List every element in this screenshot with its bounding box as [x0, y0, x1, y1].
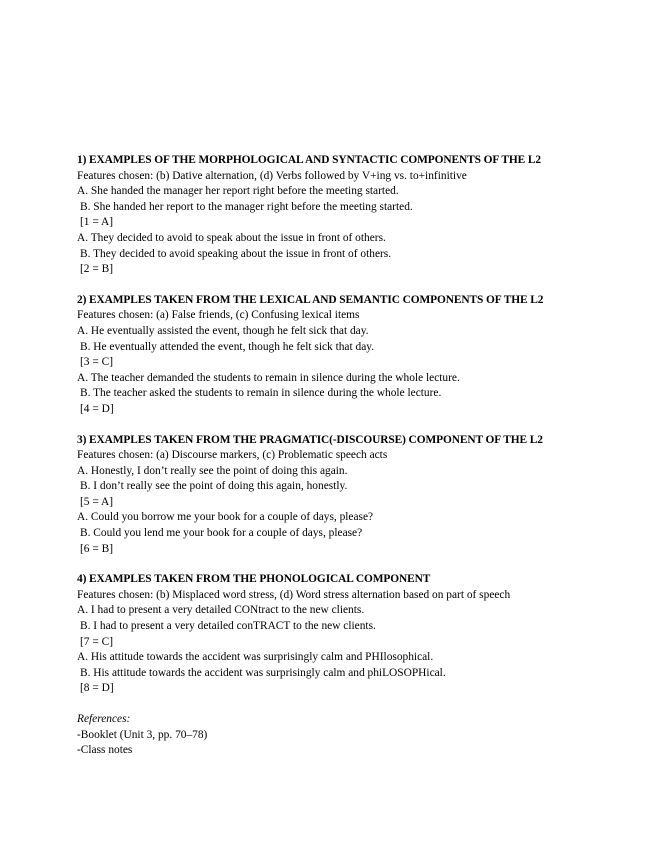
answer-key: [4 = D] [80, 402, 114, 415]
answer-key: [6 = B] [80, 542, 113, 555]
section-title: 2) EXAMPLES TAKEN FROM THE LEXICAL AND SEMANTIC COMPONENTS OF THE L2 [77, 293, 544, 306]
answer-key: [7 = C] [80, 635, 113, 648]
section-title: 4) EXAMPLES TAKEN FROM THE PHONOLOGICAL COMPONENT [77, 573, 431, 586]
answer-key: [5 = A] [80, 495, 113, 508]
example-option-b: B. They decided to avoid speaking about the issue in front of others. [80, 247, 392, 260]
section-lexical-semantic [77, 293, 637, 418]
features-line: Features chosen: (b) Dative alternation, (d) Verbs followed by V+ing vs. to+infinitive [77, 169, 467, 182]
example-option-a: A. He eventually assisted the event, though he felt sick that day. [77, 324, 369, 337]
example-option-a: A. They decided to avoid to speak about the issue in front of others. [77, 231, 386, 244]
example-option-b: B. I don’t really see the point of doing this again, honestly. [80, 480, 348, 493]
section-title: 3) EXAMPLES TAKEN FROM THE PRAGMATIC(-DISCOURSE) COMPONENT OF THE L2 [77, 433, 543, 446]
example-option-b: B. The teacher asked the students to remain in silence during the whole lecture. [80, 387, 442, 400]
references-heading: References: [77, 713, 131, 725]
answer-key: [3 = C] [80, 356, 113, 369]
section-morphological-syntactic [77, 153, 637, 278]
example-option-a: A. Could you borrow me your book for a couple of days, please? [77, 511, 374, 524]
example-option-b: B. She handed her report to the manager right before the meeting started. [80, 200, 413, 213]
reference-item: -Booklet (Unit 3, pp. 70–78) [77, 728, 208, 741]
answer-key: [8 = D] [80, 682, 114, 695]
example-option-a: A. His attitude towards the accident was surprisingly calm and PHIlosophical. [77, 651, 434, 664]
example-option-b: B. I had to present a very detailed conTRACT to the new clients. [80, 620, 376, 633]
example-option-b: B. He eventually attended the event, though he felt sick that day. [80, 340, 375, 353]
example-option-a: A. I had to present a very detailed CONtract to the new clients. [77, 604, 365, 617]
features-line: Features chosen: (a) Discourse markers, (c) Problematic speech acts [77, 449, 388, 462]
example-option-a: A. Honestly, I don’t really see the point of doing this again. [77, 464, 348, 477]
document-page [77, 153, 637, 759]
section-phonological [77, 572, 637, 697]
features-line: Features chosen: (b) Misplaced word stress, (d) Word stress alternation based on part of speech [77, 588, 511, 601]
section-pragmatic-discourse [77, 433, 637, 558]
example-option-b: B. His attitude towards the accident was surprisingly calm and phiLOSOPHical. [80, 666, 446, 679]
features-line: Features chosen: (a) False friends, (c) Confusing lexical items [77, 309, 360, 322]
answer-key: [2 = B] [80, 263, 113, 276]
references-block [77, 712, 637, 759]
reference-item: -Class notes [77, 744, 133, 757]
example-option-a: A. The teacher demanded the students to remain in silence during the whole lecture. [77, 371, 460, 384]
example-option-b: B. Could you lend me your book for a couple of days, please? [80, 527, 363, 540]
answer-key: [1 = A] [80, 216, 113, 229]
section-title: 1) EXAMPLES OF THE MORPHOLOGICAL AND SYNTACTIC COMPONENTS OF THE L2 [77, 154, 541, 166]
example-option-a: A. She handed the manager her report right before the meeting started. [77, 185, 399, 198]
